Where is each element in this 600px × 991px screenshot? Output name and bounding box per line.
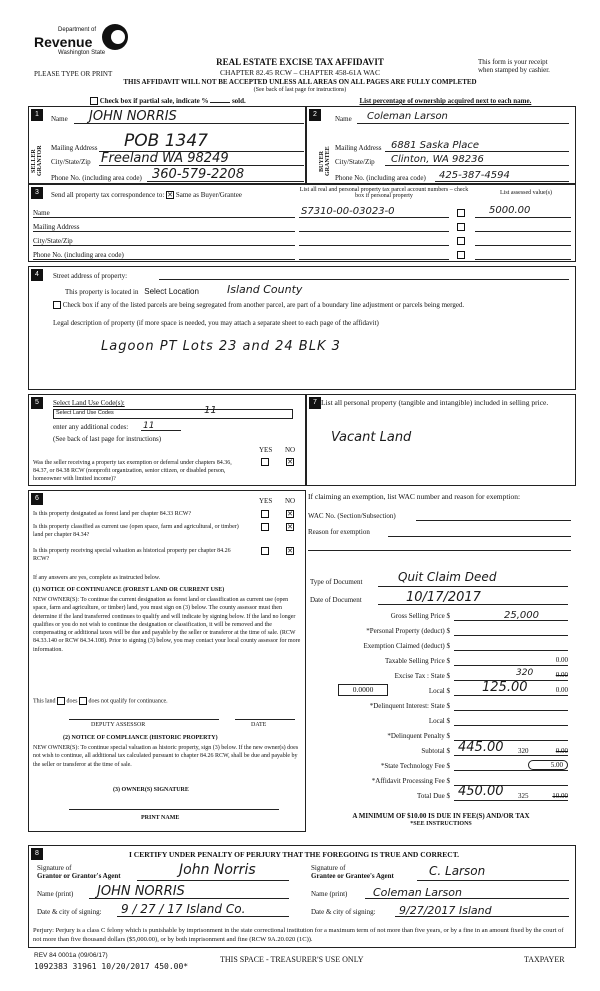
grantee-signature: C. Larson bbox=[429, 864, 486, 878]
buyer-mailing: 6881 Saska Place bbox=[391, 140, 479, 151]
total-hw: 450.00 bbox=[458, 784, 504, 799]
grantor-date-field[interactable] bbox=[117, 916, 289, 917]
seller-name: JOHN NORRIS bbox=[89, 109, 177, 124]
location-row: This property is located in Select Location bbox=[65, 287, 199, 296]
section-6-forest: 6 YES NO Is this property designated as forest land per chapter 84.33 RCW? ✕ Is this property classified as current use (open space, farm and agricultural, or timber) land per chapter 84.34? ✕ Is this property receiving special valuation as historical property per chapter 84.26 RCW? ✕ If any answers are yes, complete as instructed below. (1) NOTICE OF CONTINUANCE (FOREST LAND OR CURRENT USE) NEW OWNER(S): To continue the current designation as forest land or classification as current use (open space, farm and agriculture, or timber) land, you must sign on (3) below. The county assessor must then determine if the land transferred continues to qualify and will indicate by signing below. If the land no longer qualifies or you do not wish to continue the designation or classification, it will be removed and the compensating or additional taxes will be due and payable by the seller or transferor at the time of sale. (RCW 84.33.140 or RCW 84.34.108). Prior to signing (3) below, you may contact your local county assessor for more information. This land does does not qualify for continuance. DEPUTY ASSESSOR DATE (2) NOTICE OF COMPLIANCE (HISTORIC PROPERTY) NEW OWNER(S): To continue special valuation as historic property, sign (3) below. If the new owner(s) does not wish to continue, all additional tax calculated pursuant to chapter 84.26 RCW, shall be due and payable by the seller or transferor at the time of sale. (3) OWNER(S) SIGNATURE PRINT NAME bbox=[28, 490, 306, 832]
parcel-2-field[interactable] bbox=[299, 231, 449, 232]
grantee-date: 9/27/2017 Island bbox=[399, 904, 492, 917]
reason-field-2[interactable] bbox=[308, 550, 571, 551]
boundary-row: Check box if any of the listed parcels are being segregated from another parcel, are part of a boundary line adjustment or parcels being merged. bbox=[53, 301, 573, 309]
owner-signature-line[interactable] bbox=[69, 809, 279, 810]
exemption-deduct-field[interactable] bbox=[454, 650, 568, 651]
parcel-4-checkbox[interactable] bbox=[457, 251, 465, 259]
partial-sale-checkbox[interactable] bbox=[90, 97, 98, 105]
section-4-property: 4 Street address of property: This property is located in Select Location Island County Check box if any of the listed parcels are being segregated from another parcel, are part of a boundary line adjustment or parcels being merged. Legal description of property (if more space is needed, you may attach a separate sheet to each page of the affidavit) Lagoon PT Lots 23 and 24 BLK 3 bbox=[28, 266, 576, 390]
form-warning: THIS AFFIDAVIT WILL NOT BE ACCEPTED UNLESS ALL AREAS ON ALL PAGES ARE FULLY COMPLETED bbox=[123, 78, 477, 86]
certify-statement: I CERTIFY UNDER PENALTY OF PERJURY THAT THE FOREGOING IS TRUE AND CORRECT. bbox=[129, 850, 460, 859]
buyer-city: Clinton, WA 98236 bbox=[391, 154, 484, 165]
local-tax: 0.00 bbox=[555, 686, 568, 694]
correspondence-name-field[interactable] bbox=[33, 217, 295, 218]
receipt-note: This form is your receipt when stamped by cashier. bbox=[478, 58, 550, 74]
parcel-3-field[interactable] bbox=[299, 245, 449, 246]
parcel-4-field[interactable] bbox=[299, 259, 449, 260]
grantor-signature-field[interactable] bbox=[137, 880, 289, 881]
grantee-signature-field[interactable] bbox=[417, 880, 569, 881]
buyer-phone: 425-387-4594 bbox=[439, 170, 510, 181]
tax-calculation: If claiming an exemption, list WAC number and reason for exemption: WAC No. (Section/Subsection) Reason for exemption Type of Document Quit Claim Deed Date of Document 10/17/2017 Gross Selling Price $ 25,000 *Personal Property (deduct) $ Exemption Claimed (deduct) $ Taxable Selling Price $ 0.00 Excise Tax : State $ 320 0.00 0.0000 Local $ 125.00 0.00 *Delinquent Interest: State $ Local $ *Delinquent Penalty $ Subtotal $ 445.00 320 0.00 *State Technology Fee $ 5.00 *Affidavit Processing Fee $ Total Due $ 450.00 325 10.00 A MINIMUM OF $10.00 IS DUE IN FEE(S) AND/OR TAX *SEE INSTRUCTIONS bbox=[306, 490, 576, 832]
personal-deduct-field[interactable] bbox=[454, 635, 568, 636]
forest-q2-no[interactable]: ✕ bbox=[287, 523, 293, 531]
grantor-date: 9 / 27 / 17 Island Co. bbox=[121, 902, 246, 916]
tech-fee: 5.00 bbox=[528, 760, 568, 770]
seller-mailing: POB 1347 bbox=[124, 131, 208, 151]
wac-field[interactable] bbox=[416, 520, 571, 521]
exemption-no-checkbox[interactable]: ✕ bbox=[287, 458, 293, 466]
forest-q3-yes[interactable] bbox=[261, 547, 269, 555]
perjury-notice: Perjury: Perjury is a class C felony which is punishable by imprisonment in the state correctional institution for a maximum term of not more than five years, or by a fine in an amount fixed by the court of not more than five thousand dollars ($5,000.00), or by both imprisonment and fine (RCW 9A.20.020 (1C)). bbox=[33, 927, 564, 943]
forest-q1-yes[interactable] bbox=[261, 510, 269, 518]
correspondence-row: Send all property tax correspondence to: ✕ Same as Buyer/Grantee bbox=[51, 191, 242, 200]
assessed-4-field[interactable] bbox=[475, 259, 571, 260]
treasurer-note: THIS SPACE - TREASURER'S USE ONLY bbox=[220, 955, 364, 964]
assessed-header: List assessed value(s) bbox=[500, 190, 552, 196]
section-5-land-use: 5 Select Land Use Code(s): Select Land Use Codes 11 enter any additional codes: 11 (See back of last page for instructions) YES NO Was the seller receiving a property tax exemption or deferral under chapters 84.36, 84.37, or 84.38 RCW (nonprofit organization, senior citizen, or disabled person, homeowner with limited income)? ✕ bbox=[28, 394, 306, 486]
personal-property-value[interactable]: Vacant Land bbox=[331, 430, 412, 445]
doc-date: 10/17/2017 bbox=[406, 590, 481, 605]
buyer-city-field[interactable] bbox=[385, 165, 569, 166]
buyer-name: Coleman Larson bbox=[367, 111, 448, 122]
local-tax-hw: 125.00 bbox=[482, 680, 528, 695]
deputy-assessor-line[interactable] bbox=[69, 719, 219, 720]
subtotal-struck: 0.00 bbox=[555, 747, 568, 755]
delinquent-local-field[interactable] bbox=[454, 725, 568, 726]
correspondence-phone-field[interactable] bbox=[33, 259, 295, 260]
taxable-price: 0.00 bbox=[555, 656, 568, 664]
boundary-checkbox[interactable] bbox=[53, 301, 61, 309]
section-2-buyer: 2 BUYER GRANTEE Name Coleman Larson Mailing Address 6881 Saska Place City/State/Zip Clinton, WA 98236 Phone No. (including area code) 425-387-4594 bbox=[306, 106, 576, 184]
notice-1-text: NEW OWNER(S): To continue the current designation as forest land or classification as current use (open space, farm and agriculture, or timber) land, you must sign on (3) below. The county assessor must then determine if the land transferred continues to qualify and will indicate by signing below. If the land no longer qualifies or you do not wish to continue the designation or classification, it will be removed and the compensating or additional taxes will be due and payable by the seller or transferor at the time of sale. (RCW 84.33.140 or RCW 84.34.108). Prior to signing (3) below, you may contact your local county assessor for more information. bbox=[33, 597, 301, 653]
parcel-2-checkbox[interactable] bbox=[457, 223, 465, 231]
subtotal-hw: 445.00 bbox=[458, 740, 504, 755]
grantee-name: Coleman Larson bbox=[373, 886, 462, 899]
doc-type: Quit Claim Deed bbox=[398, 570, 497, 584]
section-8-certify: 8 I CERTIFY UNDER PENALTY OF PERJURY THAT THE FOREGOING IS TRUE AND CORRECT. Signature of Grantor or Grantor's Agent John Norris Name (print) JOHN NORRIS Date & city of signing: 9 / 27 / 17 Island Co. Signature of Grantee or Grantee's Agent C. Larson Name (print) Coleman Larson Date & city of signing: 9/27/2017 Island Perjury: Perjury is a class C felony which is punishable by imprisonment in the state correctional institution for a maximum term of not more than five years, or by a fine in an amount fixed by the court of not more than five thousand dollars ($5,000.00), or by both imprisonment and fine (RCW 9A.20.020 (1C)). bbox=[28, 845, 576, 948]
taxpayer-copy: TAXPAYER bbox=[524, 955, 565, 964]
excise-state: 0.00 bbox=[555, 671, 568, 679]
subtotal: 320 bbox=[518, 747, 529, 755]
parcel-1: S7310-00-03023-0 bbox=[301, 206, 395, 217]
partial-sale-row: Check box if partial sale, indicate % sold. List percentage of ownership acquired next to each name. bbox=[90, 97, 570, 105]
continuance-row: This land does does not qualify for continuance. bbox=[33, 698, 168, 705]
total-struck: 10.00 bbox=[552, 792, 568, 800]
section-7-personal-property: 7 List all personal property (tangible and intangible) included in selling price. Vacant Land bbox=[306, 394, 576, 486]
buyer-mailing-field[interactable] bbox=[385, 151, 569, 152]
buyer-phone-field[interactable] bbox=[435, 181, 569, 182]
cashier-stamp: 1092383 31961 10/20/2017 450.00* bbox=[34, 962, 189, 971]
correspondence-mailing-field[interactable] bbox=[33, 231, 295, 232]
local-rate-box[interactable]: 0.0000 bbox=[338, 684, 388, 696]
assessed-1-field[interactable] bbox=[475, 217, 571, 218]
department-logo: Department of Revenue Washington State bbox=[34, 24, 129, 64]
parcel-header: List all real and personal property tax parcel account numbers – check box if personal property bbox=[299, 187, 469, 199]
notice-2-text: NEW OWNER(S): To continue special valuation as historic property, sign (3) below. If the new owner(s) does not wish to continue, all additional tax calculated pursuant to chapter 84.26 RCW, shall be due and payable by the seller or transferor at the time of sale. bbox=[33, 745, 299, 768]
grantor-name: JOHN NORRIS bbox=[97, 884, 185, 899]
assessed-3-field[interactable] bbox=[475, 245, 571, 246]
doc-type-field[interactable] bbox=[378, 586, 568, 587]
grantor-signature: John Norris bbox=[179, 862, 256, 878]
land-use-select[interactable]: Select Land Use Codes bbox=[53, 409, 293, 419]
additional-code: 11 bbox=[143, 421, 155, 431]
correspondence-city-field[interactable] bbox=[33, 245, 295, 246]
excise-state-hw: 320 bbox=[516, 668, 534, 678]
forest-q3-no[interactable]: ✕ bbox=[287, 547, 293, 555]
does-not-qualify-checkbox[interactable] bbox=[79, 697, 87, 705]
forest-q2-yes[interactable] bbox=[261, 523, 269, 531]
buyer-name-field[interactable] bbox=[357, 123, 569, 124]
form-title: REAL ESTATE EXCISE TAX AFFIDAVIT bbox=[216, 57, 384, 67]
land-use-code: 11 bbox=[204, 405, 217, 416]
form-id: REV 84 0001a (09/06/17) bbox=[34, 952, 108, 959]
section-3-correspondence: 3 Send all property tax correspondence to: ✕ Same as Buyer/Grantee Name Mailing Address City/State/Zip Phone No. (including area code) List all real and personal property tax parcel account numbers – check box if personal property List assessed value(s) S7310-00-03023-0 5000.00 bbox=[28, 184, 576, 262]
location-select[interactable]: Select Location bbox=[144, 287, 199, 296]
form-chapter: CHAPTER 82.45 RCW – CHAPTER 458-61A WAC bbox=[220, 68, 380, 77]
exemption-question: Was the seller receiving a property tax exemption or deferral under chapters 84.36, 84.37, or 84.38 RCW (nonprofit organization, senior citizen, or disabled person, homeowner with limited income)? bbox=[33, 460, 232, 482]
personal-property-label: List all personal property (tangible and intangible) included in selling price. bbox=[321, 398, 549, 407]
parcel-3-checkbox[interactable] bbox=[457, 237, 465, 245]
same-as-buyer-checkbox[interactable]: ✕ bbox=[167, 191, 174, 200]
does-qualify-checkbox[interactable] bbox=[57, 697, 65, 705]
exemption-yes-checkbox[interactable] bbox=[261, 458, 269, 466]
reason-field[interactable] bbox=[388, 536, 571, 537]
forest-q1-no[interactable]: ✕ bbox=[287, 510, 293, 518]
parcel-1-checkbox[interactable] bbox=[457, 209, 465, 217]
parcel-1-field[interactable] bbox=[299, 217, 449, 218]
see-back-note: (See back of last page for instructions) bbox=[253, 87, 347, 93]
street-address-field[interactable] bbox=[159, 279, 569, 280]
gross-price: 25,000 bbox=[504, 610, 539, 621]
section-1-seller: 1 SELLER GRANTOR Name JOHN NORRIS Mailing Address POB 1347 City/State/Zip Freeland WA 98249 Phone No. (including area code) 360-579-2208 bbox=[28, 106, 306, 184]
assessed-2-field[interactable] bbox=[475, 231, 571, 232]
delinquent-state-field[interactable] bbox=[454, 710, 568, 711]
assessed-1: 5000.00 bbox=[489, 205, 531, 216]
assessor-date-line[interactable] bbox=[235, 719, 295, 720]
print-note: PLEASE TYPE OR PRINT bbox=[34, 70, 113, 78]
total-due: 325 bbox=[518, 792, 529, 800]
seller-city: Freeland WA 98249 bbox=[101, 151, 229, 166]
location-value: Island County bbox=[227, 283, 303, 296]
seller-phone: 360-579-2208 bbox=[152, 167, 245, 182]
legal-description[interactable]: Lagoon PT Lots 23 and 24 BLK 3 bbox=[101, 339, 341, 354]
